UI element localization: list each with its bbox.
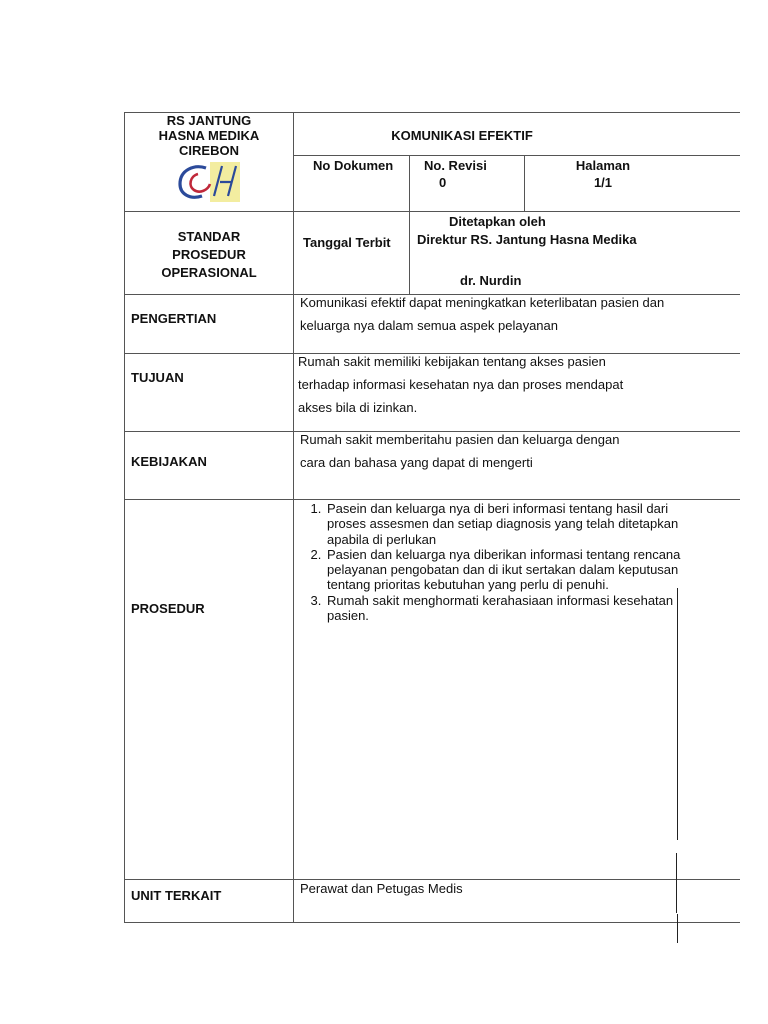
stray-line-3 (677, 914, 678, 943)
ditetapkan-by: Direktur RS. Jantung Hasna Medika (417, 232, 637, 247)
pengertian-label: PENGERTIAN (131, 311, 217, 326)
sop-line-2: PROSEDUR (172, 247, 246, 262)
tujuan-line-1: Rumah sakit memiliki kebijakan tentang akses pasien (298, 354, 606, 369)
stray-line-2 (676, 853, 677, 913)
tujuan-label: TUJUAN (131, 370, 184, 385)
prosedur-steps (298, 501, 705, 623)
prosedur-step-1: 1. Pasein dan keluarga nya di beri informasi tentang hasil dari proses assesmen dan setiap diagnosis yang telah ditetapkan apabila di perlukan (325, 501, 705, 547)
doc-title: KOMUNIKASI EFEKTIF (391, 128, 533, 143)
unit-terkait-text: Perawat dan Petugas Medis (300, 881, 463, 896)
unit-terkait-label: UNIT TERKAIT (131, 888, 222, 903)
prosedur-step-3: 3. Rumah sakit menghormati kerahasiaan informasi kesehatan pasien. (325, 593, 705, 624)
kebijakan-label: KEBIJAKAN (131, 454, 207, 469)
tanggal-terbit-label: Tanggal Terbit (303, 235, 391, 250)
no-revisi-label: No. Revisi (424, 158, 487, 173)
logo-icon (176, 160, 240, 204)
hospital-name-line-2: HASNA MEDIKA (158, 128, 260, 143)
tujuan-text (298, 350, 734, 419)
border-header-bottom (124, 211, 740, 212)
no-revisi-value: 0 (439, 175, 447, 190)
kebijakan-text (300, 428, 736, 474)
halaman-label: Halaman (575, 158, 631, 173)
sop-label (125, 228, 293, 282)
no-dokumen-label: No Dokumen (313, 158, 394, 173)
pengertian-line-2: keluarga nya dalam semua aspek pelayanan (300, 318, 559, 333)
border-kebijakan-bottom (124, 499, 740, 500)
halaman-value: 1/1 (593, 175, 613, 190)
border-prosedur-bottom (124, 879, 740, 880)
tujuan-line-3: akses bila di izinkan. (298, 400, 418, 415)
border-header-mid (293, 155, 740, 156)
kebijakan-line-2: cara dan bahasa yang dapat di mengerti (300, 455, 533, 470)
pengertian-text (300, 291, 736, 337)
hospital-name-line-1: RS JANTUNG (166, 113, 252, 128)
stray-line-1 (677, 588, 678, 840)
sop-line-1: STANDAR (177, 229, 241, 244)
hospital-name-line-3: CIREBON (179, 143, 239, 158)
prosedur-step-2: 2. Pasien dan keluarga nya diberikan informasi tentang rencana pelayanan pengobatan dan di ikut sertakan dalam keputusan tentang prioritas kebutuhan yang perlu di penuhi. (325, 547, 705, 593)
border-label-col (293, 112, 294, 923)
pengertian-line-1: Komunikasi efektif dapat meningkatkan keterlibatan pasien dan (300, 295, 665, 310)
border-bottom (124, 922, 740, 923)
kebijakan-line-1: Rumah sakit memberitahu pasien dan keluarga dengan (300, 432, 620, 447)
border-col-halaman (524, 155, 525, 212)
signatory-name: dr. Nurdin (460, 273, 522, 288)
sop-line-3: OPERASIONAL (161, 265, 257, 280)
border-col-revisi (409, 155, 410, 295)
hasna-medika-logo (176, 160, 240, 204)
hospital-name (125, 113, 293, 158)
prosedur-label: PROSEDUR (131, 601, 205, 616)
tujuan-line-2: terhadap informasi kesehatan nya dan proses mendapat (298, 377, 624, 392)
ditetapkan-label: Ditetapkan oleh (449, 214, 546, 229)
